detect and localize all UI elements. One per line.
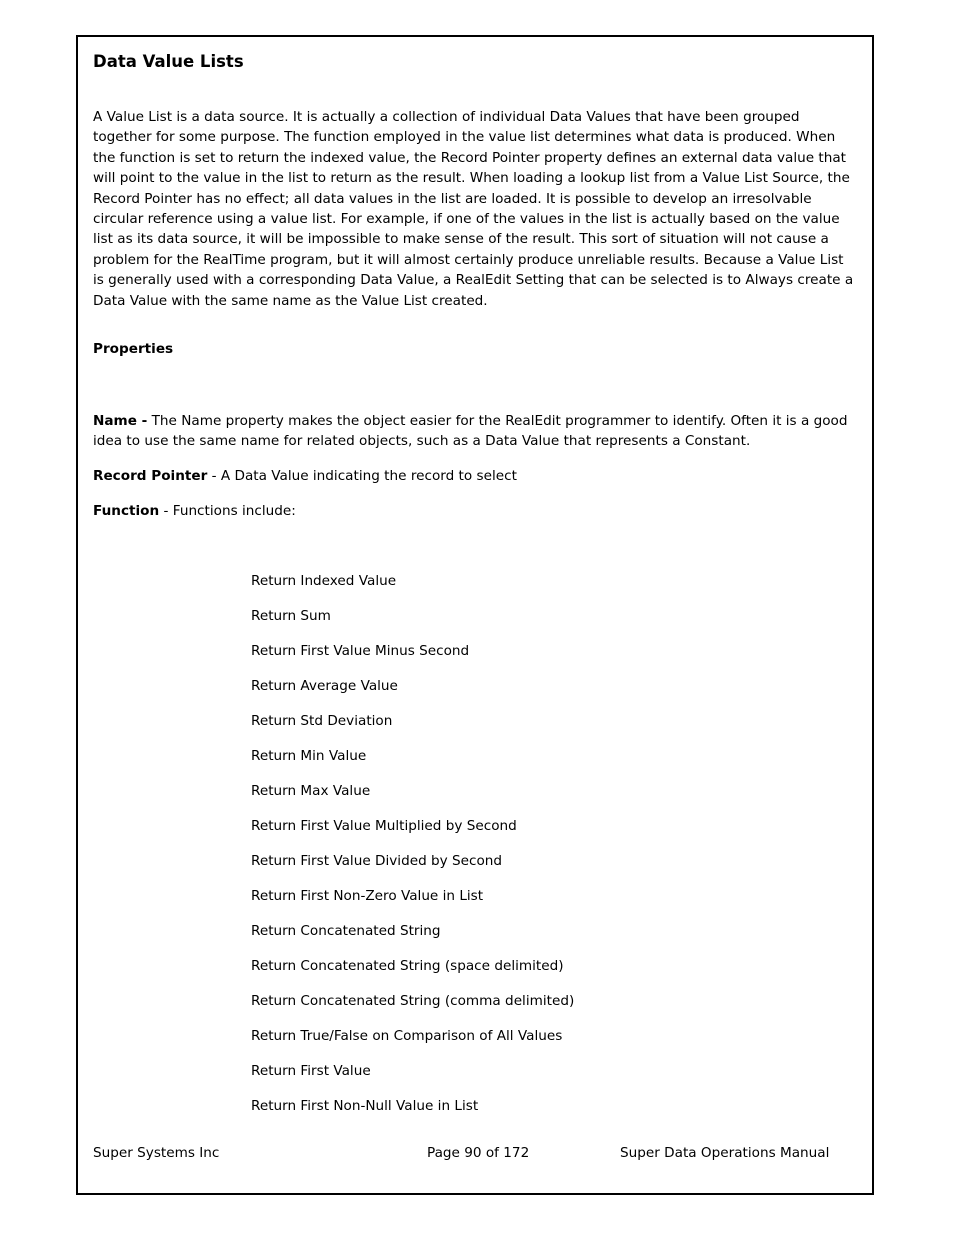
list-item: Return True/False on Comparison of All Values [251,1028,563,1044]
property-description: - Functions include: [159,503,296,519]
footer-page-number: Page 90 of 172 [427,1145,530,1161]
list-item: Return First Value [251,1063,371,1079]
list-item: Return First Value Divided by Second [251,853,503,869]
property-function [93,501,857,521]
page-title: Data Value Lists [93,52,244,71]
property-description: - A Data Value indicating the record to select [207,468,517,484]
property-label: Name - [93,413,148,429]
footer-company: Super Systems Inc [93,1145,220,1161]
properties-heading: Properties [93,341,174,357]
list-item: Return Average Value [251,678,398,694]
list-item: Return First Non-Null Value in List [251,1098,479,1114]
list-item: Return First Non-Zero Value in List [251,888,484,904]
footer-manual-title: Super Data Operations Manual [620,1145,830,1161]
list-item: Return Sum [251,608,331,624]
property-description: The Name property makes the object easier for the RealEdit programmer to identify. Often it is a good idea to use the same name for related objects, such as a Data Value that represents a Constant. [93,413,848,450]
property-label: Record Pointer [93,468,208,484]
property-record-pointer [93,466,857,486]
list-item: Return Std Deviation [251,713,393,729]
property-label: Function [93,503,160,519]
list-item: Return First Value Multiplied by Second [251,818,517,834]
list-item: Return Max Value [251,783,371,799]
list-item: Return Concatenated String [251,923,441,939]
list-item: Return Concatenated String (space delimited) [251,958,564,974]
list-item: Return Indexed Value [251,573,397,589]
property-name [93,411,857,452]
list-item: Return Concatenated String (comma delimited) [251,993,575,1009]
list-item: Return First Value Minus Second [251,643,470,659]
list-item: Return Min Value [251,748,367,764]
intro-paragraph: A Value List is a data source. It is actually a collection of individual Data Values that have been grouped together for some purpose. The function employed in the value list determines what data is produced. When the function is set to return the indexed value, the Record Pointer property defines an external data value that will point to the value in the list to return as the result. When loading a lookup list from a Value List Source, the Record Pointer has no effect; all data values in the list are loaded. It is possible to develop an irresolvable circular reference using a value list. For example, if one of the values in the list is actually based on the value list as its data source, it will be impossible to make sense of the result. This sort of situation will not cause a problem for the RealTime program, but it will almost certainly produce unreliable results. Because a Value List is generally used with a corresponding Data Value, a RealEdit Setting that can be selected is to Always create a Data Value with the same name as the Value List created. [93,109,854,309]
